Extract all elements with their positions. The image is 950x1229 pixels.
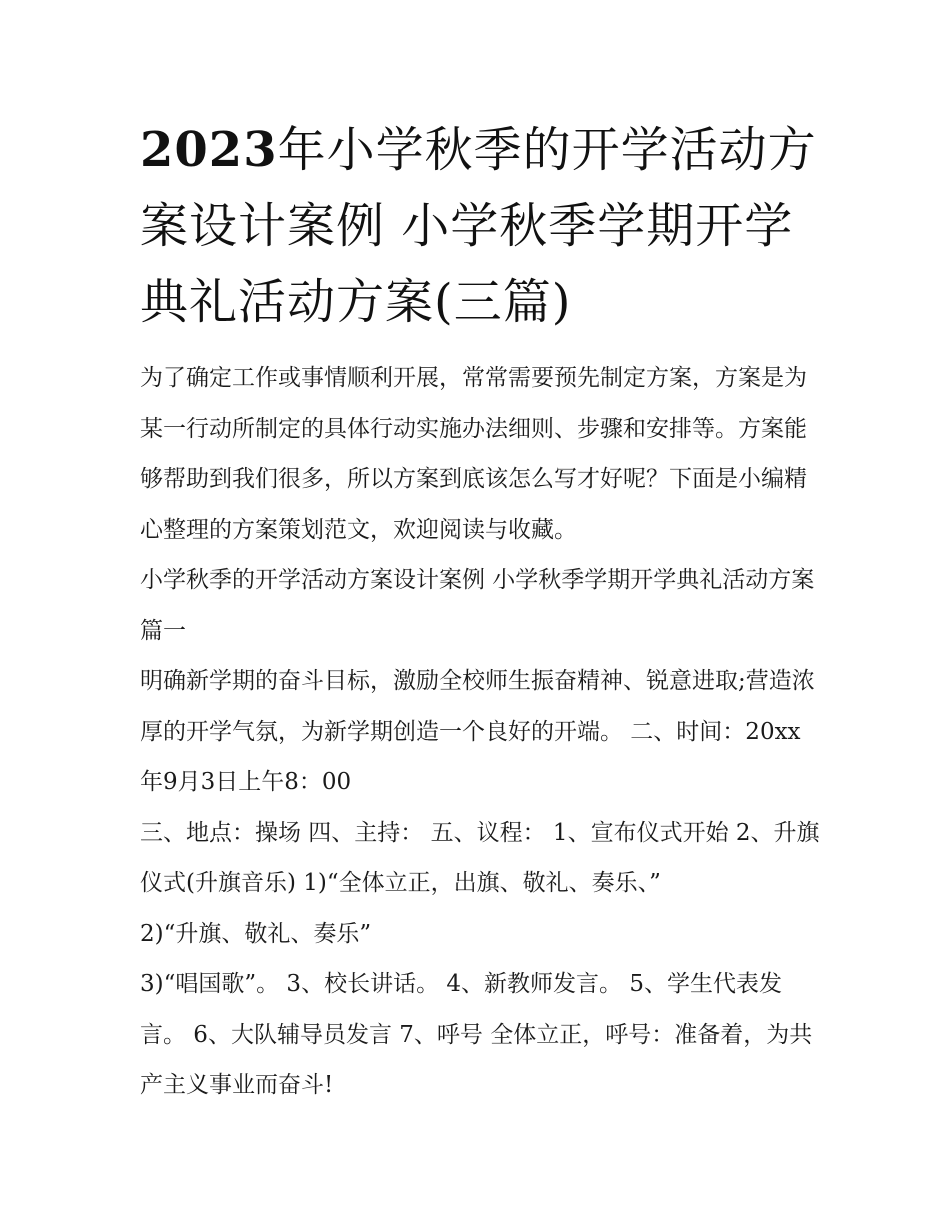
intro-paragraph: 为了确定工作或事情顺利开展，常常需要预先制定方案，方案是为某一行动所制定的具体行动实施办法细则、步骤和安排等。方案能够帮助到我们很多，所以方案到底该怎么写才好呢？下面是小编精心整理的方案策划范文，欢迎阅读与收藏。: [140, 365, 807, 543]
agenda-step-2: 2)“升旗、敬礼、奏乐”: [140, 920, 372, 947]
section-heading: 小学秋季的开学活动方案设计案例 小学秋季学期开学典礼活动方案篇一: [140, 567, 815, 644]
agenda-paragraph: 三、地点：操场 四、主持： 五、议程： 1、宣布仪式开始 2、升旗仪式(升旗音乐) 1)“全体立正，出旗、敬礼、奏乐、”: [140, 819, 820, 896]
document-body: [140, 353, 820, 1111]
document-title: [140, 112, 820, 340]
title-text: 年小学秋季的开学活动方案设计案例 小学秋季学期开学典礼活动方案(三篇): [140, 122, 817, 330]
agenda-paragraph-continued: 3)“唱国歌”。 3、校长讲话。 4、新教师发言。 5、学生代表发言。 6、大队辅导员发言 7、呼号 全体立正，呼号：准备着，为共产主义事业而奋斗!: [140, 971, 813, 1098]
purpose-paragraph: 明确新学期的奋斗目标，激励全校师生振奋精神、锐意进取;营造浓厚的开学气氛，为新学期创造一个良好的开端。 二、时间：20xx年9月3日上午8：00: [140, 668, 815, 795]
title-year: 2023: [140, 122, 278, 178]
